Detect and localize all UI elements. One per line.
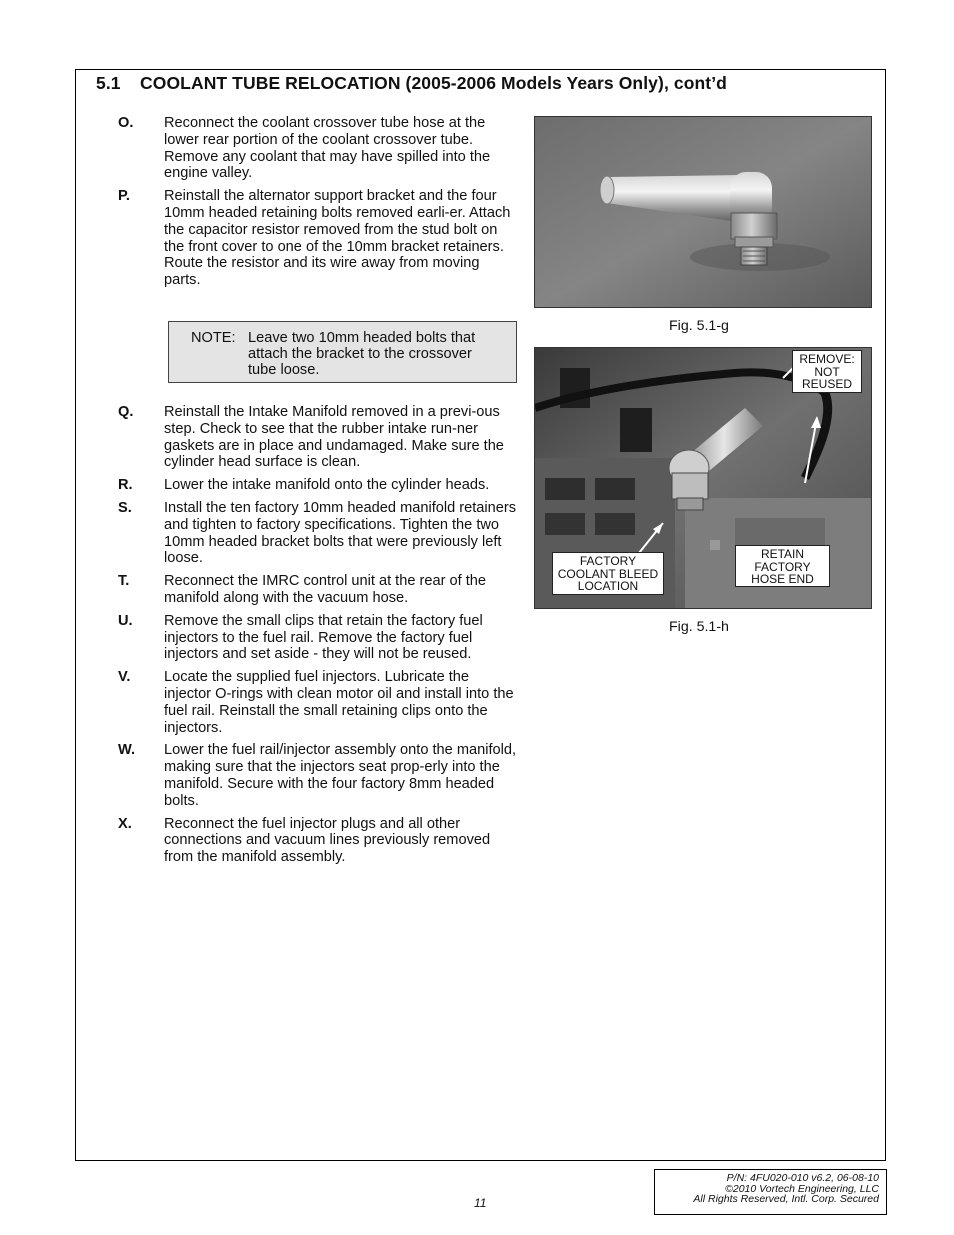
step-text: Reconnect the IMRC control unit at the rear of the manifold along with the vacuum hose. [164,573,487,606]
footer-rights: All Rights Reserved, Intl. Corp. Secured [693,1193,879,1206]
step-w [118,742,518,809]
step-letter: W. [118,742,136,759]
callout-remove-not-reused: REMOVE: NOT REUSED [792,350,862,393]
figure-5-1-g-caption: Fig. 5.1-g [669,318,729,334]
steps-list-bottom [118,404,518,872]
section-number: 5.1 [96,73,121,93]
page-number: 11 [474,1196,487,1210]
callout-factory-coolant-bleed: FACTORY COOLANT BLEED LOCATION [552,552,664,595]
step-q [118,404,518,471]
step-o [118,115,518,182]
step-text: Install the ten factory 10mm headed manifold retainers and tighten to factory specifications. Tighten the two 10mm headed bracket bolts that were previously left loose. [164,499,517,567]
section-heading [96,73,727,94]
step-text: Locate the supplied fuel injectors. Lubricate the injector O-rings with clean motor oil and install into the fuel rail. Reinstall the small retaining clips onto the injectors. [164,669,514,736]
note-text: Leave two 10mm headed bolts that attach the bracket to the crossover tube loose. [248,330,476,378]
step-text: Reinstall the Intake Manifold removed in a previ-ous step. Check to see that the rubber intake run-ner gaskets are in place and undamaged. Make sure the cylinder head surface is clean. [164,404,504,471]
coolant-fitting-image [535,117,872,308]
note-label: NOTE: [191,330,236,346]
figure-5-1-h-caption: Fig. 5.1-h [669,619,729,635]
footer-copyright: ©2010 Vortech Engineering, LLC [725,1182,879,1195]
step-text: Reinstall the alternator support bracket and the four 10mm headed retaining bolts removed earli-er. Attach the capacitor resistor removed from the stud bolt on the front cover to one of the 10mm bracket retainers. Route the resistor and its wire away from moving parts. [164,188,511,289]
step-letter: X. [118,815,132,832]
step-text: Remove the small clips that retain the factory fuel injectors to the fuel rail. Remove the factory fuel injectors and set aside - they will not be reused. [164,612,483,663]
step-letter: O. [118,115,134,131]
step-p [118,188,518,289]
step-letter: S. [118,499,132,516]
step-letter: V. [118,669,131,686]
step-letter: R. [118,477,133,494]
step-text: Lower the intake manifold onto the cylinder heads. [164,477,490,494]
step-v [118,669,518,736]
callout-retain-factory-hose: RETAIN FACTORY HOSE END [735,545,830,587]
footer-part-number: P/N: 4FU020-010 v6.2, 06-08-10 [726,1172,879,1184]
note-box [168,321,517,383]
footer-box [654,1169,887,1215]
step-t [118,573,518,607]
steps-list-top [118,115,518,295]
figure-5-1-g-photo [534,116,872,308]
step-text: Reconnect the fuel injector plugs and all other connections and vacuum lines previously removed from the manifold assembly. [164,815,491,866]
section-title: COOLANT TUBE RELOCATION (2005-2006 Models Years Only), cont’d [140,73,727,93]
step-letter: T. [118,573,130,590]
step-letter: Q. [118,404,134,420]
step-letter: U. [118,612,133,629]
step-text: Lower the fuel rail/injector assembly onto the manifold, making sure that the injectors seat prop-erly into the manifold. Secure with the four factory 8mm headed bolts. [164,742,517,809]
step-letter: P. [118,188,130,205]
step-u [118,613,518,663]
step-x [118,816,518,866]
step-text: Reconnect the coolant crossover tube hose at the lower rear portion of the coolant crossover tube. Remove any coolant that may have spilled into the engine valley. [164,115,491,182]
step-s [118,500,518,567]
step-r [118,477,518,494]
